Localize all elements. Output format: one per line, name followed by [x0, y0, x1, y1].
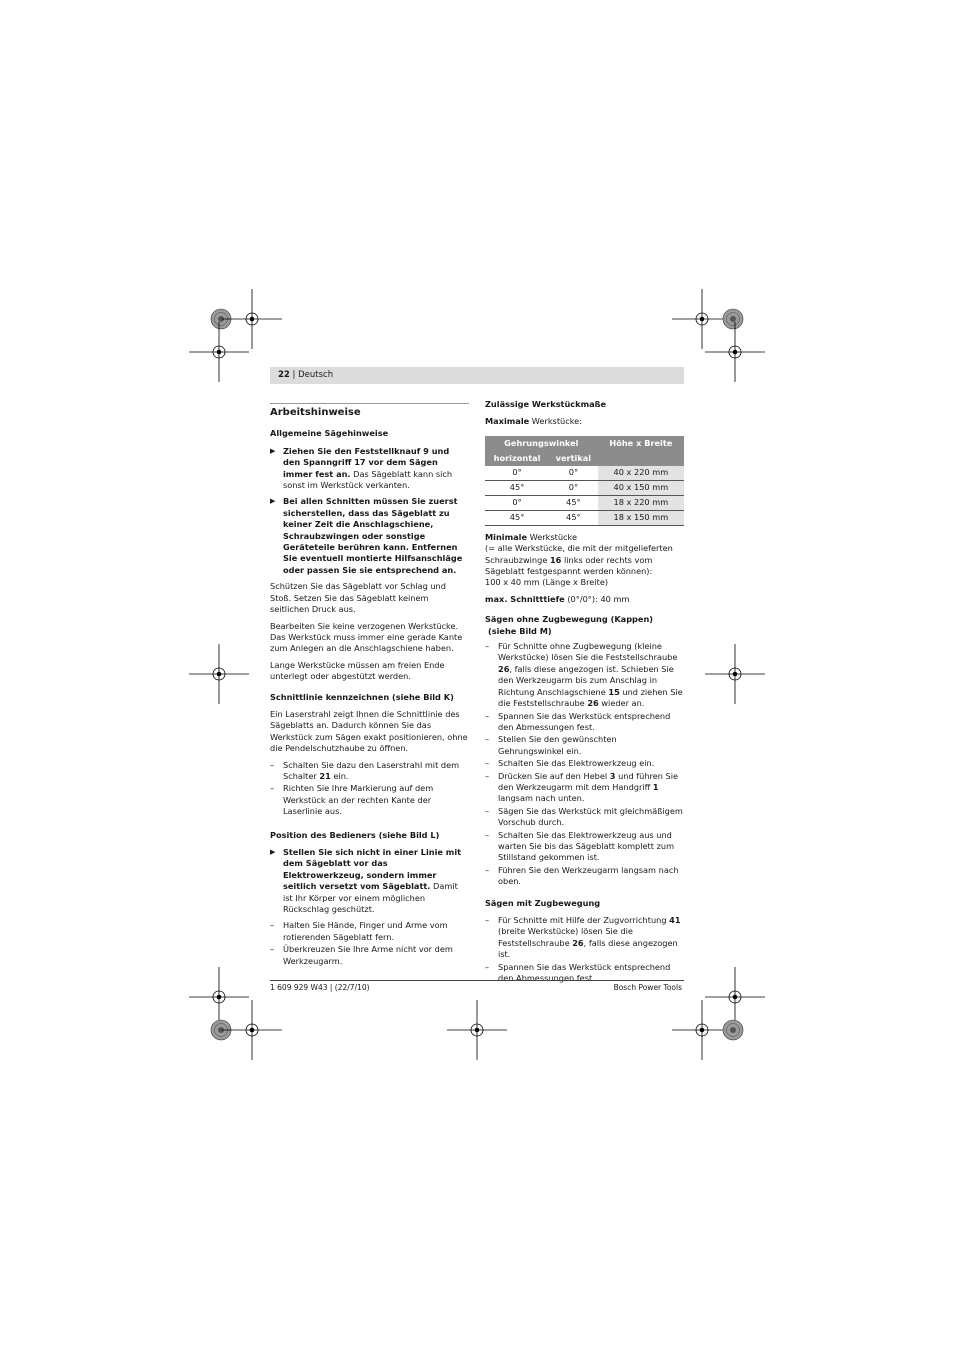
- zug-heading: Sägen mit Zugbewegung: [485, 897, 601, 908]
- footer-brand: Bosch Power Tools: [613, 983, 682, 992]
- list-item: – Schalten Sie das Elektrowerkzeug ein.: [485, 758, 655, 769]
- right-column: [485, 399, 684, 985]
- position-heading: Position des Bedieners (siehe Bild L): [270, 829, 440, 840]
- safety-bullet: ▶ Bei allen Schnitten müssen Sie zuerst sicherstellen, dass das Sägeblatt zu keiner Zeit die Anschlagschiene, Schraubzwingen oder sonstige Geräteteile berühren kann. Entfernen Sie eventuell montierte Hilfsanschläge oder passen Sie sie entsprechend an.: [270, 496, 463, 575]
- table-header-horizontal: horizontal: [485, 451, 549, 466]
- triangle-icon: ▶: [270, 446, 276, 455]
- safety-bullet: ▶ Stellen Sie sich nicht in einer Linie mit dem Sägeblatt vor das Elektrowerkzeug, sondern immer seitlich versetzt vom Sägeblatt. Damit ist Ihr Körper vor einem möglichen Rückschlag geschützt.: [270, 847, 462, 915]
- table-header-dim: Höhe x Breite: [598, 436, 684, 466]
- list-item: – Spannen Sie das Werkstück entsprechend den Abmessungen fest.: [485, 961, 671, 984]
- left-column: [270, 403, 469, 968]
- paragraph: Schützen Sie das Sägeblatt vor Schlag und Stoß. Setzen Sie das Sägeblatt keinem seitlichen Druck aus.: [270, 581, 446, 615]
- triangle-icon: ▶: [270, 848, 276, 856]
- list-item: – Richten Sie Ihre Markierung auf dem Werkstück an der rechten Kante der Laserlinie aus.: [270, 783, 434, 817]
- paragraph: max. Schnitttiefe (0°/0°): 40 mm: [485, 593, 630, 604]
- list-item: – Sägen Sie das Werkstück mit gleichmäßigem Vorschub durch.: [485, 805, 683, 828]
- crop-mark-bottom-center: [447, 1000, 507, 1060]
- list-item: – Schalten Sie das Elektrowerkzeug aus und warten Sie bis das Sägeblatt komplett zum Stillstand gekommen ist.: [485, 829, 675, 863]
- safety-bullet: ▶ Ziehen Sie den Feststellknauf 9 und den Spanngriff 17 vor dem Sägen immer fest an. Das Sägeblatt kann sich sonst im Werkstück verkanten.: [270, 445, 453, 491]
- dimensions-table: [485, 436, 684, 526]
- crop-mark-top-left: [189, 289, 282, 382]
- page-footer: [270, 980, 684, 992]
- table-header-vertical: vertikal: [549, 451, 598, 466]
- crop-mark-bottom-right: [672, 967, 765, 1060]
- header-separator: |: [292, 370, 296, 380]
- list-item: – Führen Sie den Werkzeugarm langsam nach oben.: [485, 864, 679, 887]
- paragraph: Lange Werkstücke müssen am freien Ende unterlegt oder abgestützt werden.: [270, 659, 445, 682]
- list-item: – Schalten Sie dazu den Laserstrahl mit dem Schalter 21 ein.: [270, 759, 460, 781]
- header-language: Deutsch: [298, 370, 334, 380]
- list-item: – Drücken Sie auf den Hebel 3 und führen Sie den Werkzeugarm mit dem Handgriff 1 langsam nach unten.: [485, 770, 679, 804]
- page-number: 22: [278, 370, 290, 380]
- list-item: – Halten Sie Hände, Finger und Arme vom rotierenden Sägeblatt fern.: [270, 920, 448, 942]
- crop-mark-mid-right: [705, 644, 765, 704]
- kappen-heading: Sägen ohne Zugbewegung (Kappen) (siehe Bild M): [485, 614, 654, 636]
- list-item: – Überkreuzen Sie Ihre Arme nicht vor dem Werkzeugarm.: [270, 944, 453, 966]
- crop-mark-bottom-left: [189, 967, 282, 1060]
- laser-heading: Schnittlinie kennzeichnen (siehe Bild K): [270, 691, 454, 702]
- triangle-icon: ▶: [270, 497, 276, 506]
- table-row: 45° 0° 40 x 150 mm: [485, 480, 684, 495]
- section-heading: Arbeitshinweise: [270, 403, 469, 418]
- crop-mark-mid-left: [189, 644, 249, 704]
- page-header: [270, 367, 684, 384]
- general-heading: Allgemeine Sägehinweise: [270, 428, 389, 439]
- paragraph: Bearbeiten Sie keine verzogenen Werkstücke. Das Werkstück muss immer eine gerade Kante zum Anlegen an die Anschlagschiene haben.: [270, 620, 463, 654]
- list-item: – Für Schnitte mit Hilfe der Zugvorrichtung 41 (breite Werkstücke) lösen Sie die Feststellschraube 26, falls diese angezogen ist.: [485, 915, 681, 960]
- table-row: 0° 45° 18 x 220 mm: [485, 495, 684, 510]
- list-item: – Stellen Sie den gewünschten Gehrungswinkel ein.: [485, 734, 617, 756]
- paragraph: Maximale Werkstücke:: [485, 416, 582, 427]
- footer-doc-id: 1 609 929 W43 | (22/7/10): [270, 983, 370, 992]
- dims-heading: Zulässige Werkstückmaße: [485, 399, 607, 409]
- table-row: 45° 45° 18 x 150 mm: [485, 510, 684, 525]
- crop-mark-top-right: [672, 289, 765, 382]
- list-item: – Spannen Sie das Werkstück entsprechend den Abmessungen fest.: [485, 710, 671, 732]
- paragraph: Minimale Werkstücke (= alle Werkstücke, die mit der mitgelieferten Schraubzwinge 16 links oder rechts vom Sägeblatt festgespannt werden können): 100 x 40 mm (Länge x Breite): [485, 531, 673, 588]
- table-row: 0° 0° 40 x 220 mm: [485, 466, 684, 481]
- list-item: – Für Schnitte ohne Zugbewegung (kleine Werkstücke) lösen Sie die Feststellschraube 26, falls diese angezogen ist. Schieben Sie den Werkzeugarm bis zum Anschlag in Richtung Anschlagschiene 15 und ziehen Sie die Feststellschraube 26 wieder an.: [485, 641, 683, 709]
- table-header-angle: Gehrungswinkel: [485, 436, 598, 451]
- paragraph: Ein Laserstrahl zeigt Ihnen die Schnittlinie des Sägeblatts an. Dadurch können Sie das Werkstück zum Sägen exakt positionieren, ohne die Pendelschutzhaube zu öffnen.: [270, 708, 468, 754]
